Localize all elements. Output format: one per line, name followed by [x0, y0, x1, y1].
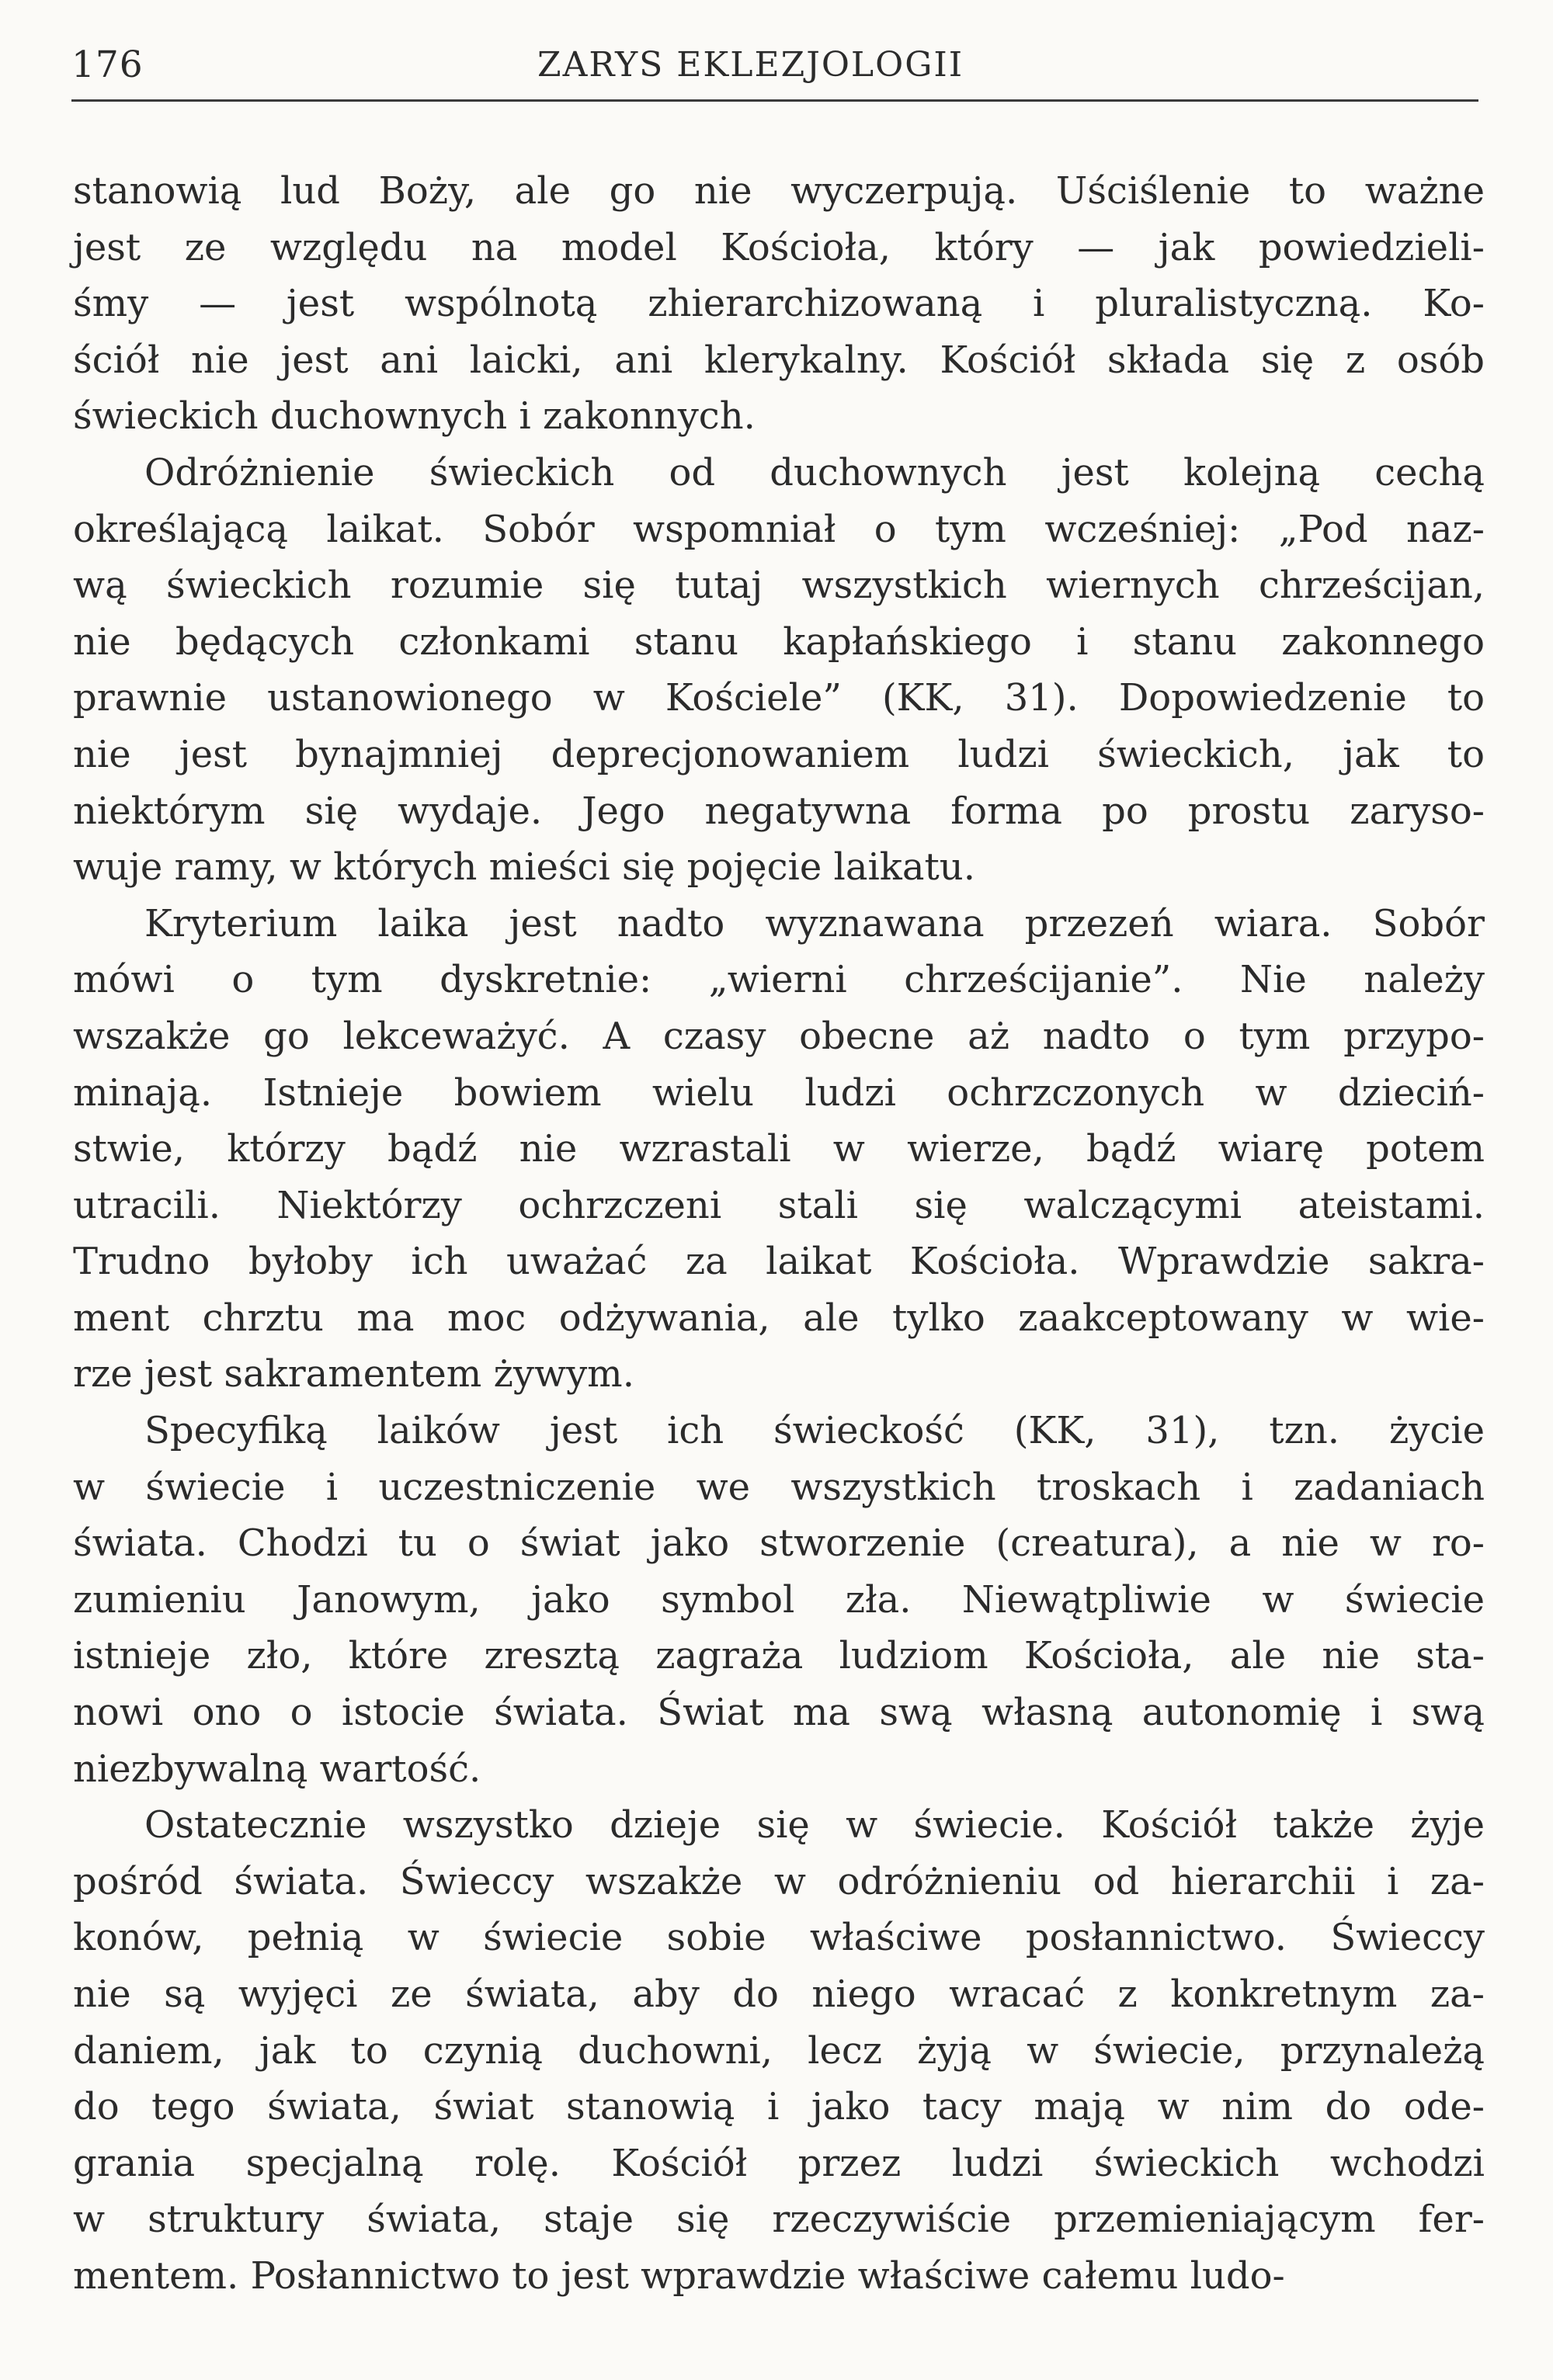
text-line: stwie, którzy bądź nie wzrastali w wierze, bądź wiarę potem: [73, 1127, 1485, 1171]
text-line: jest ze względu na model Kościoła, który — jak powiedzieli-: [73, 225, 1485, 269]
text-line: stanowią lud Boży, ale go nie wyczerpują. Uściślenie to ważne: [73, 169, 1485, 213]
text-line: rze jest sakramentem żywym.: [73, 1352, 634, 1396]
paragraph: [73, 1403, 1485, 1797]
text-line: utracili. Niektórzy ochrzczeni stali się walczącymi ateistami.: [73, 1183, 1485, 1227]
text-line: ściół nie jest ani laicki, ani klerykalny. Kościół składa się z osób: [73, 338, 1485, 382]
text-line: wszakże go lekceważyć. A czasy obecne aż nadto o tym przypo-: [73, 1014, 1485, 1058]
text-line: pośród świata. Świeccy wszakże w odróżnieniu od hierarchii i za-: [73, 1859, 1485, 1903]
text-line: Trudno byłoby ich uważać za laikat Kościoła. Wprawdzie sakra-: [73, 1240, 1485, 1284]
text-line: niezbywalną wartość.: [73, 1747, 481, 1791]
body-text: [73, 163, 1485, 2305]
text-line: nie jest bynajmniej deprecjonowaniem ludzi świeckich, jak to: [73, 732, 1485, 776]
text-line: niektórym się wydaje. Jego negatywna forma po prostu zaryso-: [73, 789, 1485, 833]
text-line: nowi ono o istocie świata. Świat ma swą własną autonomię i swą: [73, 1691, 1485, 1735]
text-line: ment chrztu ma moc odżywania, ale tylko zaakceptowany w wie-: [73, 1296, 1485, 1340]
text-line: mówi o tym dyskretnie: „wierni chrześcijanie”. Nie należy: [73, 958, 1485, 1002]
text-line: mentem. Posłannictwo to jest wprawdzie właściwe całemu ludo-: [73, 2253, 1285, 2298]
text-line: w świecie i uczestniczenie we wszystkich troskach i zadaniach: [73, 1465, 1485, 1509]
text-line: nie będących członkami stanu kapłańskiego i stanu zakonnego: [73, 619, 1485, 664]
text-line: grania specjalną rolę. Kościół przez ludzi świeckich wchodzi: [73, 2141, 1485, 2185]
text-line: wuje ramy, w których mieści się pojęcie laikatu.: [73, 845, 975, 890]
text-line: minają. Istnieje bowiem wielu ludzi ochrzczonych w dzieciń-: [73, 1070, 1485, 1115]
paragraph: [73, 896, 1485, 1403]
header-rule: [71, 99, 1478, 102]
paragraph: [73, 445, 1485, 896]
text-line: w struktury świata, staje się rzeczywiście przemieniającym fer-: [73, 2198, 1485, 2242]
text-line: świeckich duchownych i zakonnych.: [73, 394, 756, 439]
text-line: Kryterium laika jest nadto wyznawana przezeń wiara. Sobór: [144, 901, 1485, 945]
text-line: nie są wyjęci ze świata, aby do niego wracać z konkretnym za-: [73, 1972, 1485, 2016]
page-header: [71, 43, 1478, 99]
text-line: świata. Chodzi tu o świat jako stworzenie (creatura), a nie w ro-: [73, 1521, 1485, 1566]
paragraph: [73, 163, 1485, 445]
text-line: wą świeckich rozumie się tutaj wszystkich wiernych chrześcijan,: [73, 564, 1485, 608]
text-line: konów, pełnią w świecie sobie właściwe posłannictwo. Świeccy: [73, 1916, 1485, 1960]
page-number: 176: [71, 43, 144, 86]
text-line: Ostatecznie wszystko dzieje się w świecie. Kościół także żyje: [144, 1803, 1485, 1847]
text-line: zumieniu Janowym, jako symbol zła. Niewątpliwie w świecie: [73, 1577, 1485, 1622]
text-line: Specyfiką laików jest ich świeckość (KK, 31), tzn. życie: [144, 1409, 1485, 1453]
text-line: określającą laikat. Sobór wspomniał o tym wcześniej: „Pod naz-: [73, 507, 1485, 551]
text-line: śmy — jest wspólnotą zhierarchizowaną i pluralistyczną. Ko-: [73, 282, 1485, 326]
text-line: istnieje zło, które zresztą zagraża ludziom Kościoła, ale nie sta-: [73, 1634, 1485, 1678]
text-line: Odróżnienie świeckich od duchownych jest kolejną cechą: [144, 450, 1485, 494]
text-line: do tego świata, świat stanowią i jako tacy mają w nim do ode-: [73, 2085, 1485, 2129]
paragraph: [73, 1797, 1485, 2304]
text-line: daniem, jak to czynią duchowni, lecz żyją w świecie, przynależą: [73, 2028, 1485, 2073]
running-title: ZARYS EKLEZJOLOGII: [537, 45, 964, 85]
text-line: prawnie ustanowionego w Kościele” (KK, 31). Dopowiedzenie to: [73, 676, 1485, 720]
